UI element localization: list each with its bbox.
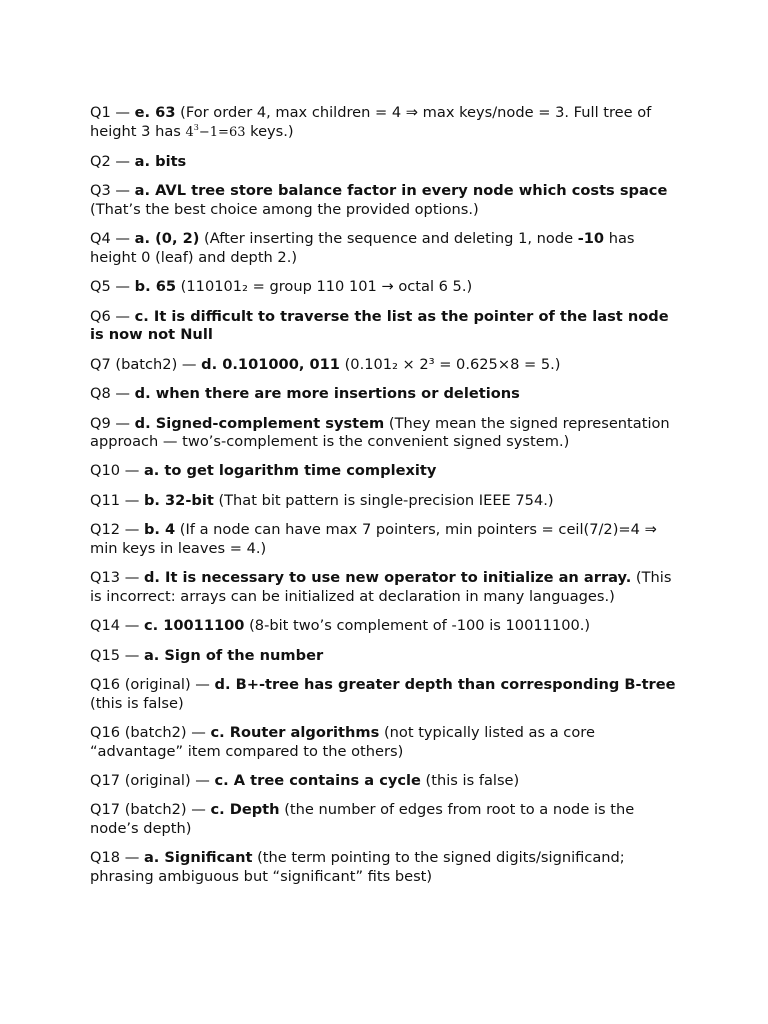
answer-q8 bbox=[90, 385, 685, 404]
math-exponent: 3 bbox=[193, 122, 199, 132]
answer-choice: c. Depth bbox=[210, 801, 280, 819]
answer-choice: d. when there are more insertions or deletions bbox=[134, 385, 520, 403]
question-label: Q18 — bbox=[90, 849, 144, 867]
math-rest: −1=63 bbox=[198, 124, 246, 140]
answer-q3 bbox=[90, 182, 685, 219]
answer-q2 bbox=[90, 153, 685, 172]
answer-note: (After inserting the sequence and deleting 1, node bbox=[199, 230, 578, 248]
answer-note-end: keys.) bbox=[245, 122, 294, 140]
answer-note: (For order 4, max children = 4 ⇒ max keys/node = 3. Full tree of height 3 has bbox=[90, 104, 652, 140]
answer-note: (They mean the signed representation approach — two’s-complement is the convenient signed system.) bbox=[90, 414, 670, 451]
question-label: Q17 (batch2) — bbox=[90, 801, 211, 819]
answer-choice: a. Sign of the number bbox=[143, 646, 324, 664]
question-label: Q7 (batch2) — bbox=[90, 355, 202, 373]
answer-q5 bbox=[90, 278, 685, 297]
question-label: Q6 — bbox=[90, 307, 135, 325]
answer-choice: e. 63 bbox=[134, 104, 176, 121]
answer-note: (8-bit two’s complement of -100 is 10011100.) bbox=[244, 617, 591, 635]
answer-note: (That bit pattern is single-precision IEEE 754.) bbox=[213, 491, 554, 509]
question-label: Q8 — bbox=[90, 385, 135, 403]
question-label: Q17 (original) — bbox=[90, 771, 215, 789]
question-label: Q16 (batch2) — bbox=[90, 724, 211, 741]
answer-q16-original bbox=[90, 676, 685, 713]
answer-choice: c. A tree contains a cycle bbox=[214, 771, 421, 789]
question-label: Q11 — bbox=[90, 491, 144, 509]
question-label: Q16 (original) — bbox=[90, 676, 215, 694]
math-base: 4 bbox=[185, 124, 194, 140]
answer-q18 bbox=[90, 849, 685, 886]
answer-q1 bbox=[90, 104, 685, 142]
answer-key-document bbox=[90, 104, 685, 897]
answer-note: (That’s the best choice among the provided options.) bbox=[90, 200, 479, 218]
answer-choice: a. (0, 2) bbox=[134, 230, 200, 248]
answer-q13 bbox=[90, 569, 685, 606]
math-expression bbox=[185, 122, 246, 140]
answer-note-end: has height 0 (leaf) and depth 2.) bbox=[90, 230, 635, 266]
answer-q14 bbox=[90, 617, 685, 636]
answer-note: (this is false) bbox=[420, 771, 520, 789]
answer-choice: a. AVL tree store balance factor in every node which costs space bbox=[134, 182, 668, 200]
answer-q17-original bbox=[90, 772, 685, 791]
answer-q15 bbox=[90, 647, 685, 666]
answer-choice: d. 0.101000, 011 bbox=[201, 355, 340, 373]
answer-note: (not typically listed as a core “advantage” item compared to the others) bbox=[90, 724, 595, 760]
question-label: Q1 — bbox=[90, 104, 135, 121]
answer-choice: d. B+-tree has greater depth than corresponding B-tree bbox=[214, 676, 676, 694]
question-label: Q13 — bbox=[90, 569, 144, 587]
question-label: Q15 — bbox=[90, 646, 144, 664]
answer-choice: a. to get logarithm time complexity bbox=[143, 462, 437, 480]
answer-q12 bbox=[90, 521, 685, 558]
answer-choice: d. Signed-complement system bbox=[134, 414, 385, 432]
question-label: Q14 — bbox=[90, 617, 144, 635]
answer-q9 bbox=[90, 415, 685, 452]
answer-note: (110101₂ = group 110 101 → octal 6 5.) bbox=[176, 278, 473, 296]
answer-q4 bbox=[90, 230, 685, 267]
answer-q16-batch2 bbox=[90, 724, 685, 761]
question-label: Q5 — bbox=[90, 278, 135, 296]
question-label: Q3 — bbox=[90, 182, 135, 200]
answer-note: (This is incorrect: arrays can be initialized at declaration in many languages.) bbox=[90, 569, 672, 605]
answer-q6 bbox=[90, 308, 685, 345]
answer-choice: c. It is difficult to traverse the list as the pointer of the last node is now not Null bbox=[90, 307, 669, 344]
question-label: Q4 — bbox=[90, 230, 135, 248]
answer-choice: b. 65 bbox=[134, 278, 177, 296]
answer-choice: c. 10011100 bbox=[143, 617, 245, 635]
answer-note: (the number of edges from root to a node is the node’s depth) bbox=[90, 801, 635, 837]
answer-choice: a. Significant bbox=[143, 849, 253, 867]
answer-q10 bbox=[90, 462, 685, 481]
question-label: Q10 — bbox=[90, 462, 144, 480]
answer-choice: d. It is necessary to use new operator to initialize an array. bbox=[143, 569, 632, 587]
answer-note: (this is false) bbox=[90, 694, 184, 712]
answer-choice: a. bits bbox=[134, 152, 187, 170]
answer-note: (If a node can have max 7 pointers, min pointers = ceil(7/2)=4 ⇒ min keys in leaves = 4.) bbox=[90, 521, 657, 557]
answer-choice: c. Router algorithms bbox=[210, 724, 380, 741]
answer-choice: b. 32-bit bbox=[143, 491, 214, 509]
answer-note: (0.101₂ × 2³ = 0.625×8 = 5.) bbox=[339, 355, 561, 373]
answer-note: (the term pointing to the signed digits/significand; phrasing ambiguous but “significant” fits best) bbox=[90, 849, 625, 885]
answer-q11 bbox=[90, 492, 685, 511]
answer-choice: b. 4 bbox=[143, 521, 176, 539]
node-value: -10 bbox=[577, 230, 605, 248]
answer-q17-batch2 bbox=[90, 801, 685, 838]
question-label: Q12 — bbox=[90, 521, 144, 539]
question-label: Q9 — bbox=[90, 414, 135, 432]
answer-q7-batch2 bbox=[90, 356, 685, 375]
question-label: Q2 — bbox=[90, 152, 135, 170]
